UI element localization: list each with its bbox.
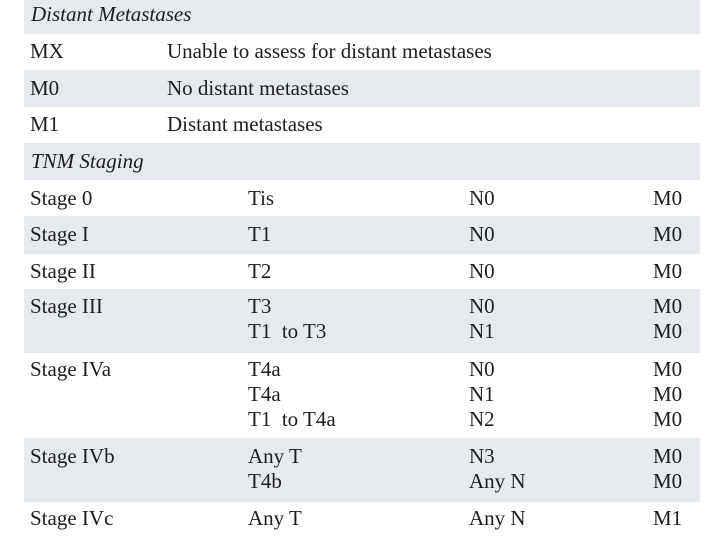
m-value: M0: [653, 407, 683, 431]
section-header-distant-metastases: [24, 0, 700, 33]
section-title: Distant Metastases: [31, 2, 192, 26]
stage-label: Stage 0: [30, 186, 93, 210]
t-value: T3: [248, 294, 272, 318]
n-value: N0: [469, 357, 495, 381]
m-value: M0: [653, 186, 683, 210]
t-value: Any T: [248, 444, 302, 468]
t-value: Tis: [248, 186, 275, 210]
n-value: N0: [469, 222, 495, 246]
table-row: [24, 34, 700, 70]
t-value: Any T: [248, 506, 302, 530]
stage-label: Stage IVa: [30, 357, 112, 381]
m-values: [653, 357, 682, 432]
m-value: M1: [653, 506, 683, 530]
t-value: T1 to T4a: [248, 407, 336, 431]
n-values: [469, 294, 495, 344]
table-row: [24, 254, 700, 289]
table-row: [24, 217, 700, 253]
n-value: Any N: [469, 506, 526, 530]
n-value: N1: [469, 319, 495, 343]
stage-label: Stage IVc: [30, 506, 114, 530]
n-values: [469, 444, 526, 494]
n-value: N0: [469, 294, 495, 318]
n-value: N1: [469, 382, 495, 406]
n-value: N0: [469, 186, 495, 210]
section-title: TNM Staging: [31, 149, 144, 173]
n-value: N0: [469, 259, 495, 283]
n-value: Any N: [469, 469, 526, 493]
stage-label: Stage IVb: [30, 444, 115, 468]
table-row: [24, 439, 700, 501]
m-value: M0: [653, 319, 683, 343]
stage-label: Stage I: [30, 222, 89, 246]
m-values: [653, 444, 682, 494]
stage-label: Stage II: [30, 259, 96, 283]
m-value: M0: [653, 357, 683, 381]
m-value: M0: [653, 382, 683, 406]
t-values: [248, 294, 326, 344]
m-value: M0: [653, 294, 683, 318]
n-value: N3: [469, 444, 495, 468]
table-row: [24, 71, 700, 106]
m-code: M1: [30, 112, 60, 136]
t-value: T2: [248, 259, 272, 283]
m-value: M0: [653, 222, 683, 246]
m-value: M0: [653, 469, 683, 493]
n-value: N2: [469, 407, 495, 431]
m-description: Unable to assess for distant metastases: [167, 39, 492, 63]
m-code: M0: [30, 76, 60, 100]
m-values: [653, 294, 682, 344]
t-values: [248, 444, 302, 494]
n-values: [469, 357, 495, 432]
m-description: No distant metastases: [167, 76, 349, 100]
t-values: [248, 357, 336, 432]
table-row: [24, 353, 700, 438]
t-value: T4a: [248, 357, 281, 381]
m-value: M0: [653, 259, 683, 283]
table-row: [24, 290, 700, 352]
m-value: M0: [653, 444, 683, 468]
t-value: T1 to T3: [248, 319, 327, 343]
table-row: [24, 180, 700, 216]
t-value: T4b: [248, 469, 282, 493]
table-row: [24, 107, 700, 143]
m-code: MX: [30, 39, 64, 63]
section-header-tnm-staging: [24, 144, 700, 179]
stage-label: Stage III: [30, 294, 103, 318]
t-value: T1: [248, 222, 272, 246]
table-row: [24, 502, 700, 540]
t-value: T4a: [248, 382, 281, 406]
m-description: Distant metastases: [167, 112, 323, 136]
